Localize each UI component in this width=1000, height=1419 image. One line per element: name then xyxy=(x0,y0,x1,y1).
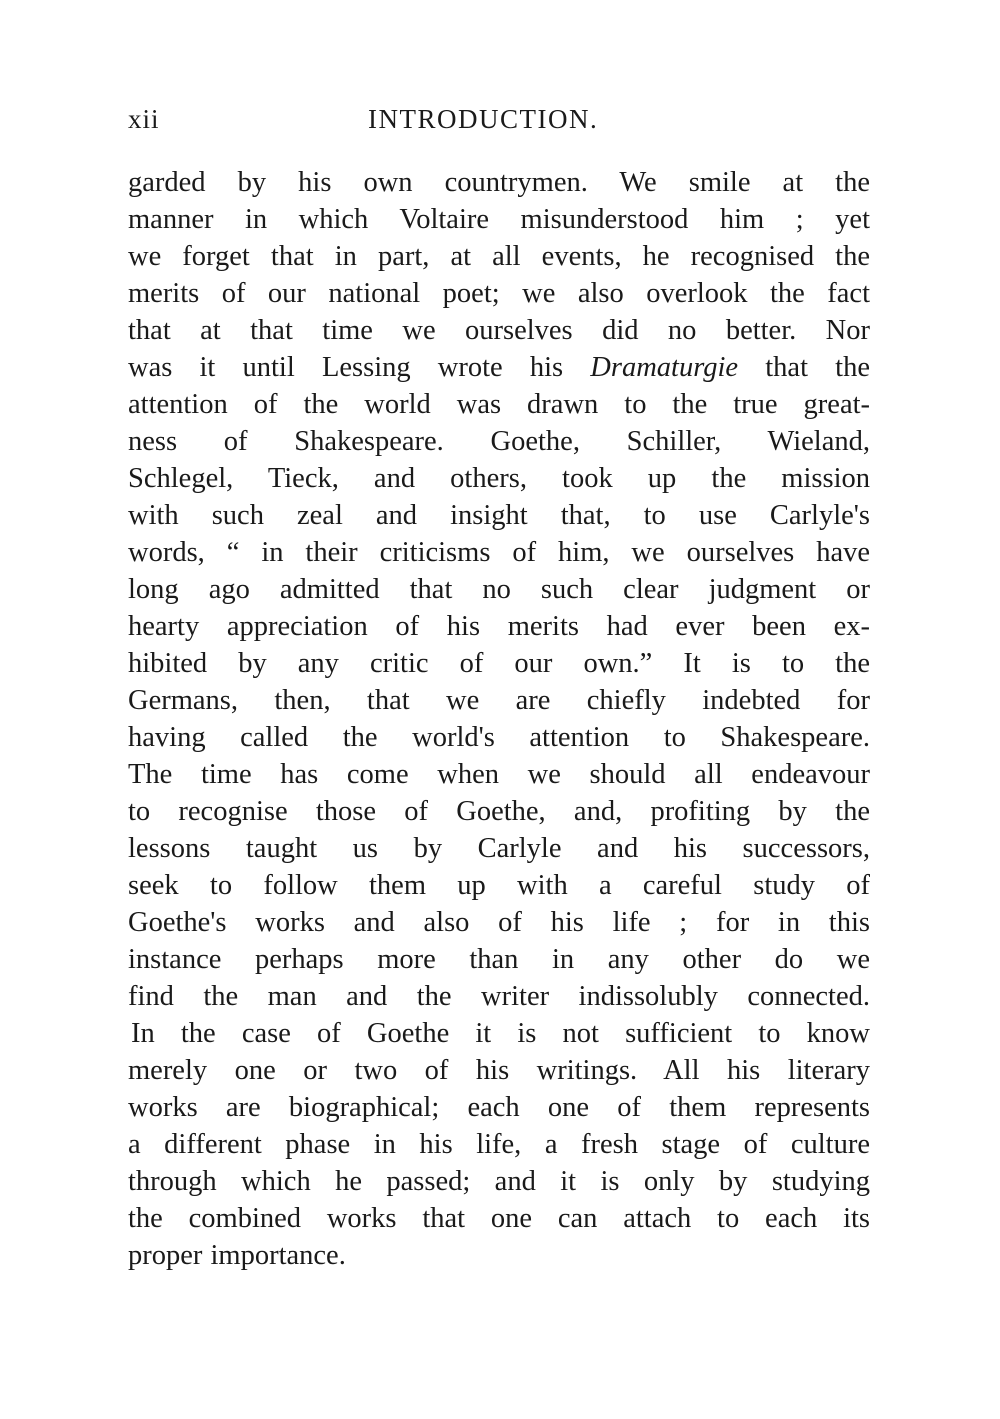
running-title: INTRODUCTION. xyxy=(368,104,599,134)
page-number: xii xyxy=(128,104,160,134)
text-segment: was it until Lessing wrote his xyxy=(128,352,591,383)
text-line: merely one or two of his writings. All his literary xyxy=(128,1055,870,1086)
text-line: The time has come when we should all endeavour xyxy=(128,759,870,790)
text-line: words, “ in their criticisms of him, we ourselves have xyxy=(128,537,870,568)
text-line: instance perhaps more than in any other do we xyxy=(128,944,870,975)
text-line: find the man and the writer indissolubly connected. xyxy=(128,981,870,1012)
text-line: garded by his own countrymen. We smile at the xyxy=(128,167,870,198)
text-line: lessons taught us by Carlyle and his successors, xyxy=(128,833,870,864)
paragraph-start-line: In the case of Goethe it is not sufficient to know xyxy=(131,1018,870,1049)
text-line: hibited by any critic of our own.” It is to the xyxy=(128,648,870,679)
italic-title: Dramaturgie xyxy=(590,352,739,383)
text-line: proper importance. xyxy=(128,1240,346,1271)
text-line: a different phase in his life, a fresh stage of culture xyxy=(128,1129,870,1160)
text-line xyxy=(128,349,870,386)
text-line: long ago admitted that no such clear judgment or xyxy=(128,574,870,605)
text-line: the combined works that one can attach to each its xyxy=(128,1203,870,1234)
text-line: having called the world's attention to Shakespeare. xyxy=(128,722,870,753)
text-line: Germans, then, that we are chiefly indebted for xyxy=(128,685,870,716)
text-line: merits of our national poet; we also overlook the fact xyxy=(128,278,870,309)
text-segment: that the xyxy=(738,352,870,383)
text-line: to recognise those of Goethe, and, profiting by the xyxy=(128,796,870,827)
text-line: manner in which Voltaire misunderstood him ; yet xyxy=(128,204,870,235)
text-line: works are biographical; each one of them represents xyxy=(128,1092,870,1123)
text-line: we forget that in part, at all events, he recognised the xyxy=(128,241,870,272)
text-line: with such zeal and insight that, to use Carlyle's xyxy=(128,500,870,531)
text-line: ness of Shakespeare. Goethe, Schiller, Wieland, xyxy=(128,426,870,457)
text-line: Goethe's works and also of his life ; for in this xyxy=(128,907,870,938)
text-line: attention of the world was drawn to the true great- xyxy=(128,389,870,420)
text-line: that at that time we ourselves did no better. Nor xyxy=(128,315,870,346)
text-line: through which he passed; and it is only by studying xyxy=(128,1166,870,1197)
page-body xyxy=(128,164,870,1274)
text-line: Schlegel, Tieck, and others, took up the mission xyxy=(128,463,870,494)
text-line: seek to follow them up with a careful study of xyxy=(128,870,870,901)
text-line: hearty appreciation of his merits had ever been ex- xyxy=(128,611,870,642)
